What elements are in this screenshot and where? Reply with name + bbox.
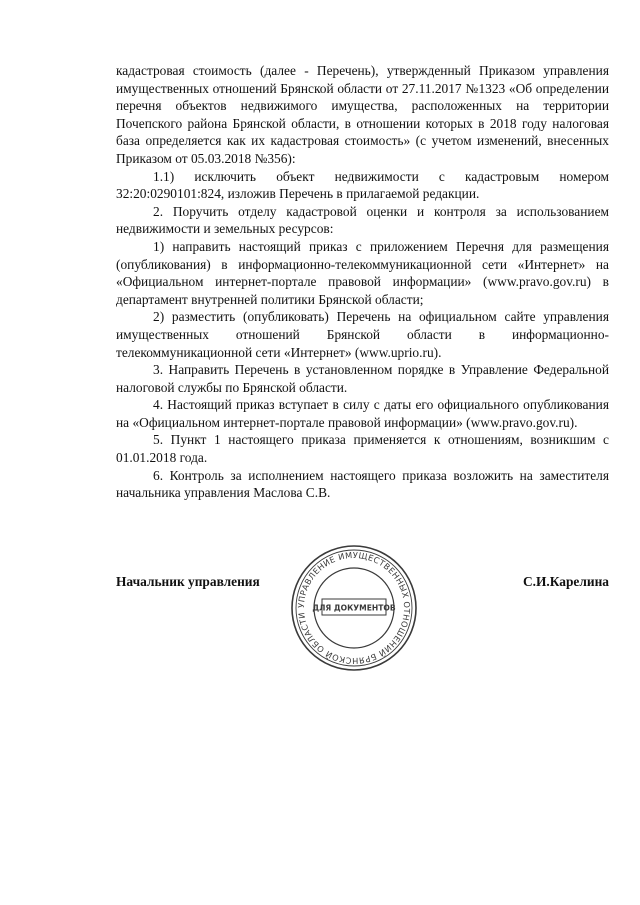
paragraph-2-1: 1) направить настоящий приказ с приложением Перечня для размещения (опубликования) в информационно-телекоммуникационной сети «Интернет» на «Официальном интернет-портале правовой информации» (www.pravo.gov.ru) в департамент внутренней политики Брянской области; (116, 238, 609, 307)
paragraph-5: 5. Пункт 1 настоящего приказа применяется к отношениям, возникшим с 01.01.2018 года. (116, 432, 609, 466)
signatory-name: С.И.Карелина (522, 574, 609, 589)
paragraph-3: 3. Направить Перечень в установленном порядке в Управление Федеральной налоговой службы по Брянской области. (116, 362, 609, 395)
paragraph-6: 6. Контроль за исполнением настоящего приказа возложить на заместителя начальника управления Маслова С.В. (116, 467, 609, 501)
signatory-position: Начальник управления (116, 574, 260, 589)
official-seal-stamp (289, 543, 419, 673)
paragraph-2: 2. Поручить отделу кадастровой оценки и контроля за использованием недвижимости и земельных ресурсов: (116, 203, 609, 237)
paragraph-4: 4. Настоящий приказ вступает в силу с даты его официального опубликования на «Официальном интернет-портале правовой информации» (www.pravo.gov.ru). (116, 397, 609, 430)
document-body (116, 62, 609, 502)
seal-graphic (289, 543, 419, 673)
paragraph-intro: кадастровая стоимость (далее - Перечень), утвержденный Приказом управления имущественных отношений Брянской области от 27.11.2017 №1323 «Об определении перечня объектов недвижимого имущества, расположенных на территории Почепского района Брянской области, в отношении которых в 2018 году налоговая база определяется как их кадастровая стоимость» (с учетом изменений, внесенных Приказом от 05.03.2018 №356): (116, 63, 609, 166)
paragraph-2-2: 2) разместить (опубликовать) Перечень на официальном сайте управления имущественных отношений Брянской области в информационно-телекоммуникационной сети «Интернет» (www.uprio.ru). (116, 309, 609, 360)
paragraph-1-1: 1.1) исключить объект недвижимости с кадастровым номером 32:20:0290101:824, изложив Перечень в прилагаемой редакции. (116, 168, 609, 202)
seal-center-text: ДЛЯ ДОКУМЕНТОВ (312, 603, 396, 613)
seal-ring-text: УПРАВЛЕНИЕ ИМУЩЕСТВЕННЫХ ОТНОШЕНИЙ БРЯНСКОЙ ОБЛАСТИ (295, 549, 413, 667)
